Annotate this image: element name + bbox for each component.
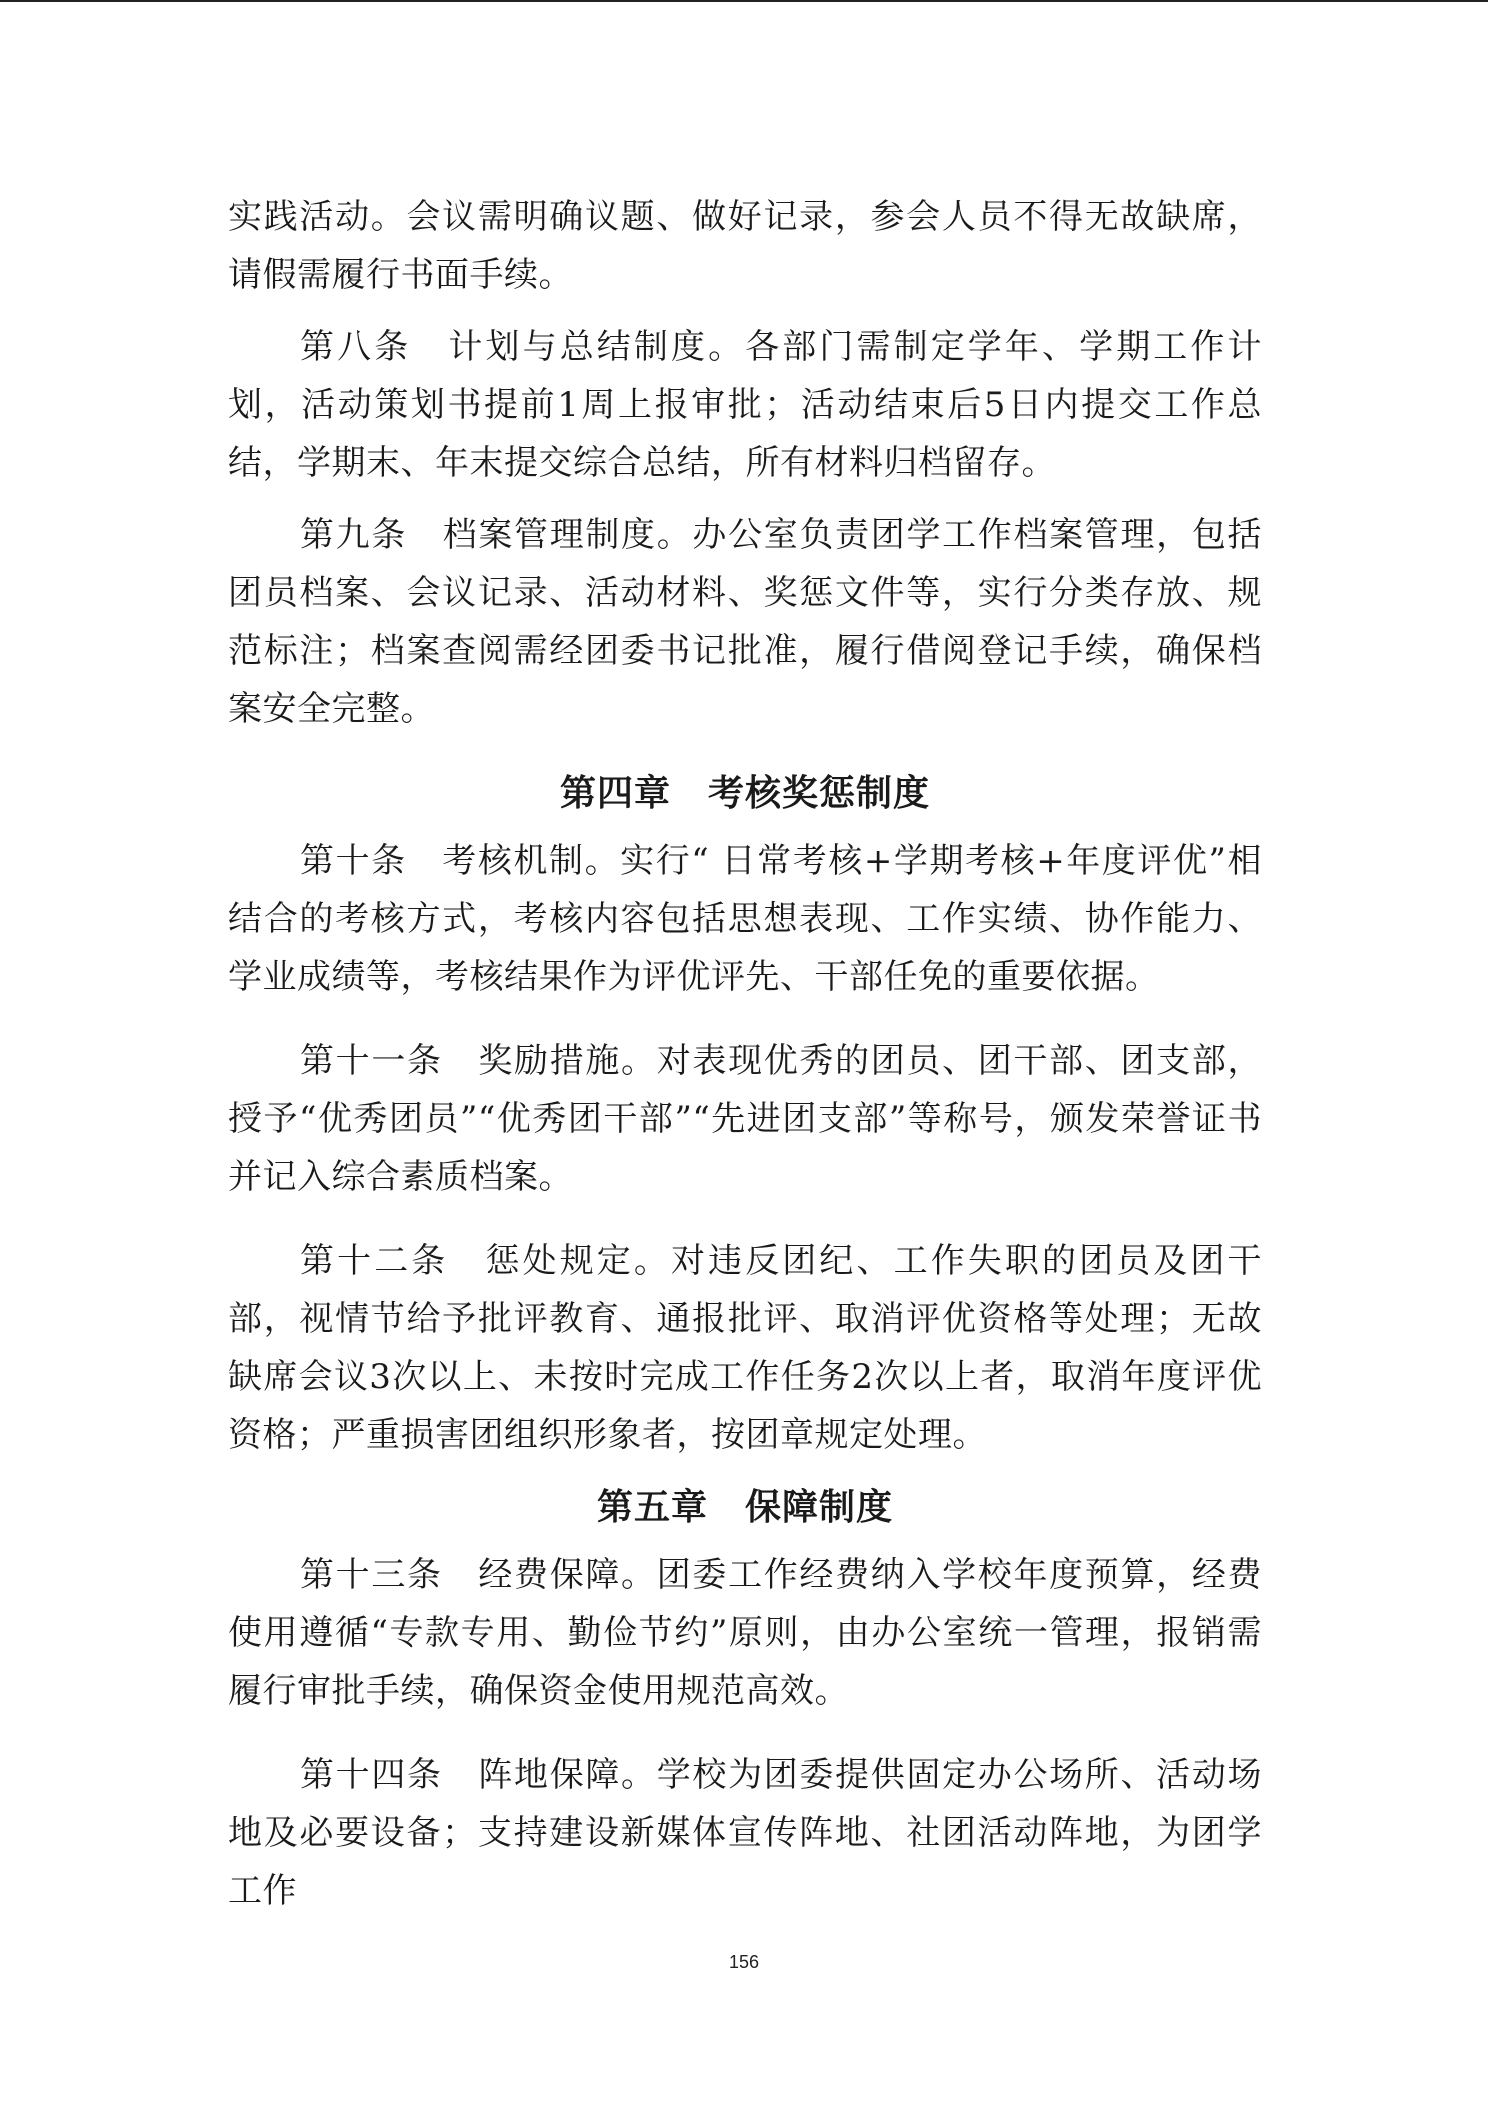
document-body: [228, 188, 1262, 1934]
article-9-paragraph: 第九条 档案管理制度。办公室负责团学工作档案管理，包括团员档案、会议记录、活动材料、奖惩文件等，实行分类存放、规范标注；档案查阅需经团委书记批准，履行借阅登记手续，确保档案安全完整。: [228, 515, 1262, 729]
article-11-paragraph: 第十一条 奖励措施。对表现优秀的团员、团干部、团支部，授予“优秀团员”“优秀团干部”“先进团支部”等称号，颁发荣誉证书并记入综合素质档案。: [228, 1041, 1262, 1197]
chapter-4-heading: 第四章 考核奖惩制度: [559, 773, 930, 814]
chapter-5-heading: 第五章 保障制度: [596, 1487, 893, 1528]
paragraph-continuation: 实践活动。会议需明确议题、做好记录，参会人员不得无故缺席，请假需履行书面手续。: [228, 197, 1262, 295]
article-8-paragraph: 第八条 计划与总结制度。各部门需制定学年、学期工作计划，活动策划书提前1周上报审批；活动结束后5日内提交工作总结，学期末、年末提交综合总结，所有材料归档留存。: [228, 327, 1262, 483]
article-14-paragraph: 第十四条 阵地保障。学校为团委提供固定办公场所、活动场地及必要设备；支持建设新媒体宣传阵地、社团活动阵地，为团学工作: [228, 1755, 1262, 1911]
article-10-paragraph: 第十条 考核机制。实行“ 日常考核+学期考核+年度评优”相结合的考核方式，考核内容包括思想表现、工作实绩、协作能力、学业成绩等，考核结果作为评优评先、干部任免的重要依据。: [228, 841, 1262, 997]
article-13-paragraph: 第十三条 经费保障。团委工作经费纳入学校年度预算，经费使用遵循“专款专用、勤俭节约”原则，由办公室统一管理，报销需履行审批手续，确保资金使用规范高效。: [228, 1555, 1262, 1711]
page-top-border: [0, 0, 1488, 2]
page-number: 156: [728, 1952, 760, 1972]
article-12-paragraph: 第十二条 惩处规定。对违反团纪、工作失职的团员及团干部，视情节给予批评教育、通报批评、取消评优资格等处理；无故缺席会议3次以上、未按时完成工作任务2次以上者，取消年度评优资格；严重损害团组织形象者，按团章规定处理。: [228, 1241, 1262, 1455]
